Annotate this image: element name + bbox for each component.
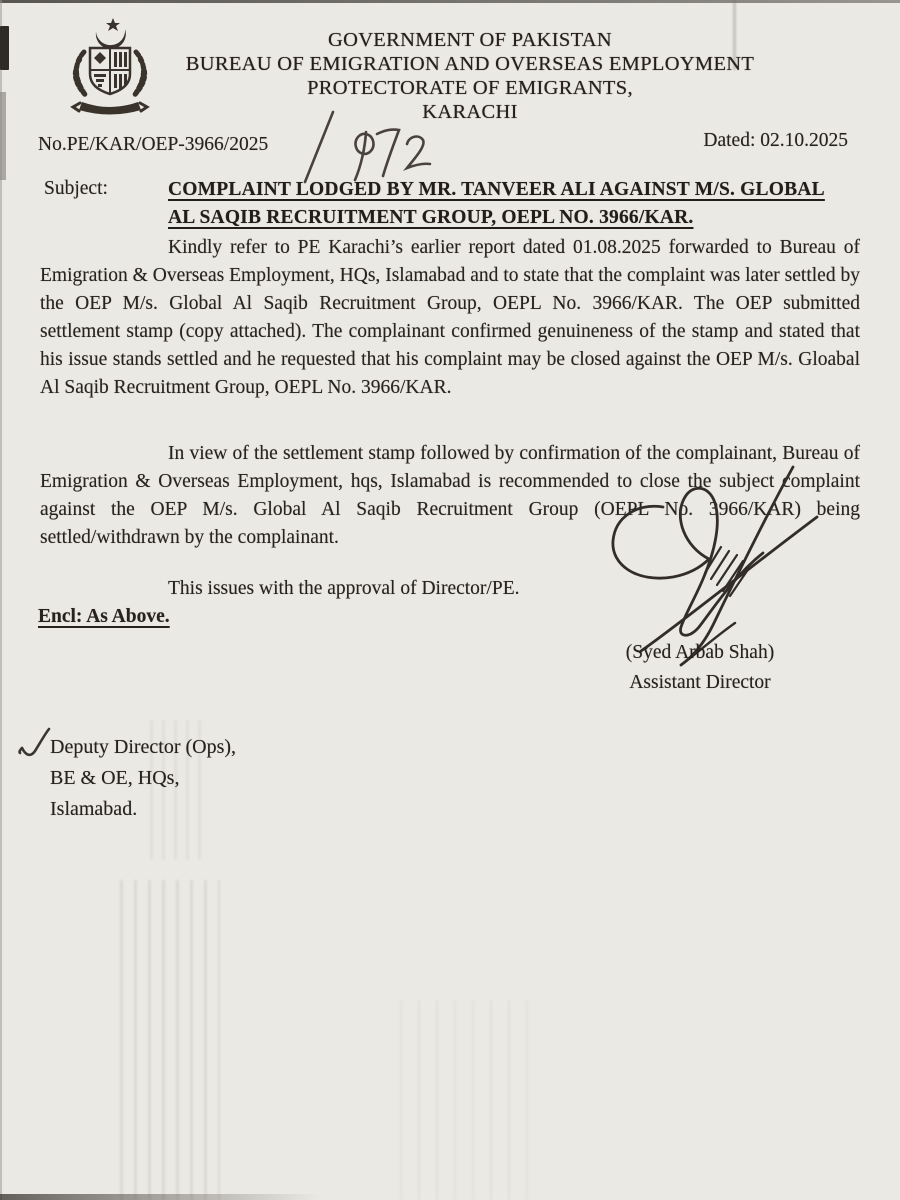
- letter-date: Dated: 02.10.2025: [703, 130, 848, 151]
- scan-streak: [120, 880, 220, 1200]
- scan-edge-bottom: [0, 1194, 320, 1200]
- scan-smudge: [0, 26, 9, 70]
- addressee-block: [50, 732, 236, 825]
- scan-edge-top: [0, 0, 900, 3]
- letterhead-line-protectorate: PROTECTORATE OF EMIGRANTS,: [307, 77, 633, 99]
- signatory-name: (Syed Arbab Shah): [625, 642, 775, 663]
- enclosure-line: Encl: As Above.: [38, 606, 170, 627]
- body-paragraph-1: Kindly refer to PE Karachi’s earlier report dated 01.08.2025 forwarded to Bureau of Emigration & Overseas Employment, HQs, Islamabad and to state that the complaint was later settled by the OEP M/s. Global Al Saqib Recruitment Group, OEPL No. 3966/KAR. The OEP submitted settlement stamp (copy attached). The complainant confirmed genuineness of the stamp and stated that his issue stands settled and he requested that his complaint may be closed against the OEP M/s. Gloabal Al Saqib Recruitment Group, OEPL No. 3966/KAR.: [40, 237, 860, 398]
- subject-label: Subject:: [44, 178, 108, 199]
- letterhead-line-government: GOVERNMENT OF PAKISTAN: [327, 29, 613, 51]
- addressee-line3: Islamabad.: [50, 798, 138, 820]
- scan-edge-left: [0, 0, 2, 1200]
- subject-title-line2: AL SAQIB RECRUITMENT GROUP, OEPL NO. 3966/KAR.: [168, 207, 694, 228]
- letterhead-line-bureau: BUREAU OF EMIGRATION AND OVERSEAS EMPLOYMENT: [185, 53, 755, 75]
- addressee-line1: Deputy Director (Ops),: [50, 736, 237, 758]
- letterhead: [120, 28, 820, 124]
- letterhead-line-city: KARACHI: [422, 101, 518, 123]
- reference-number: No.PE/KAR/OEP-3966/2025: [38, 134, 269, 155]
- signature-block: [595, 638, 805, 698]
- body-paragraph-2: In view of the settlement stamp followed by confirmation of the complainant, Bureau of Emigration & Overseas Employment, hqs, Islamabad is recommended to close the subject complaint against the OEP M/s. Global Al Saqib Recruitment Group (OEPL No. 3966/KAR) being settled/withdrawn by the complainant.: [40, 443, 860, 548]
- subject-title-line1: COMPLAINT LODGED BY MR. TANVEER ALI AGAINST M/S. GLOBAL: [168, 179, 825, 200]
- addressee-line2: BE & OE, HQs,: [50, 767, 180, 789]
- scan-smudge: [0, 92, 6, 180]
- approval-line: This issues with the approval of Director/PE.: [168, 578, 520, 599]
- scan-streak: [400, 1000, 540, 1200]
- signatory-title: Assistant Director: [629, 672, 771, 693]
- subject-title: [168, 176, 862, 232]
